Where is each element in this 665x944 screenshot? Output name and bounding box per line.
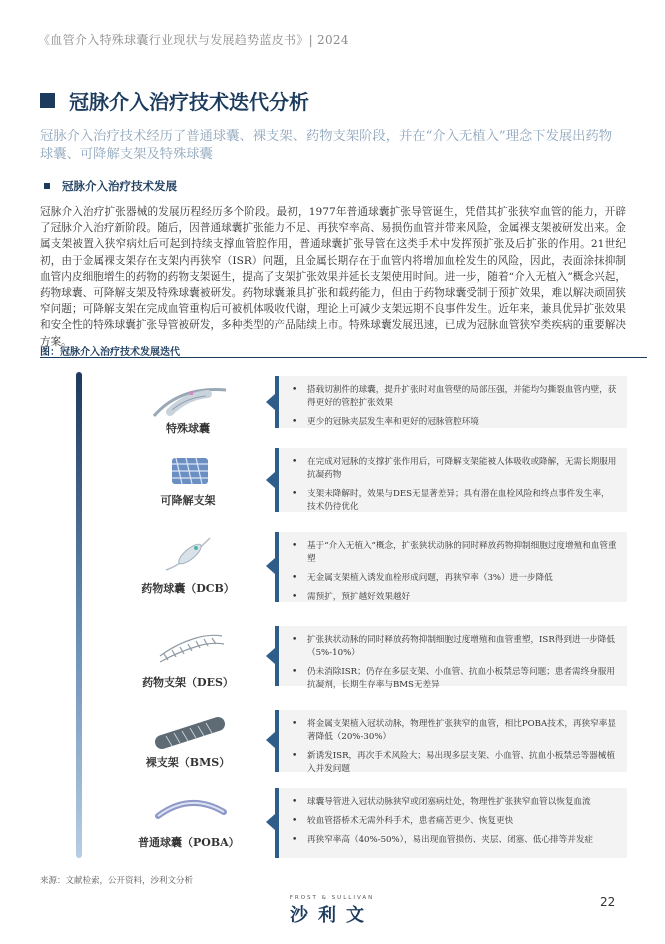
stage-bullet: • 基于“介入无植入”概念，扩张狭状动脉的同时释放药物抑制细胞过度增殖和血管重塑 [307, 540, 617, 566]
stage-card [275, 376, 627, 428]
stage-label: 特殊球囊 [166, 422, 210, 435]
stage-card [275, 532, 627, 602]
subsection-title [44, 178, 177, 194]
section-title-text: 冠脉介入治疗技术迭代分析 [69, 90, 309, 114]
stage-bullet: • 支架未降解时，效果与DES无显著差异；具有潜在血栓风险和终点事件发生率，技术仍待优化 [307, 488, 617, 514]
section-square-icon [40, 93, 55, 108]
stage-bullet: • 较血管搭桥术无需外科手术，患者痛苦更少、恢复更快 [307, 815, 617, 828]
timeline-bar [76, 372, 82, 858]
subsection-square-icon [44, 183, 50, 189]
logo-english: FROST & SULLIVAN [289, 895, 375, 901]
stage-label: 裸支架（BMS） [145, 756, 231, 769]
page-number: 22 [600, 895, 616, 909]
stage-label: 普通球囊（POBA） [138, 836, 240, 849]
stage-card [275, 448, 627, 512]
stage-card [275, 788, 627, 858]
stage-bullet: • 搭载切割件的球囊，提升扩张时对血管壁的局部压强，并能均匀撕裂血管内壁，获得更好的管腔扩张效果 [307, 384, 617, 410]
stage-bullet: • 再狭窄率高（40%-50%），易出现血管损伤、夹层、闭塞、低心排等并发症 [307, 834, 617, 847]
stage-label: 药物球囊（DCB） [141, 582, 235, 595]
source-note: 来源：文献检索，公开资料，沙利文分析 [40, 876, 194, 886]
section-title [40, 86, 309, 115]
logo-chinese: 沙利文 [290, 905, 374, 926]
figure-title: 图：冠脉介入治疗技术发展迭代 [40, 343, 647, 358]
stage-label: 药物支架（DES） [142, 676, 234, 689]
stage-bullet: • 仍未消除ISR；仍存在多层支架、小血管、抗血小板禁忌等问题；患者需终身服用抗凝剂，长期生存率与BMS无差异 [307, 666, 617, 692]
body-paragraph: 冠脉介入治疗扩张器械的发展历程经历多个阶段。最初，1977年普通球囊扩张导管诞生，凭借其扩张狭窄血管的能力，开辟了冠脉介入治疗新阶段。随后，因普通球囊扩张能力不足、再狭窄率高、易损伤血管并带来风险，金属裸支架被研发出来。金属支架被置入狭窄病灶后可起到持续支撑血管腔作用，普通球囊扩张导管在这类手术中发挥预扩张及后扩张的作用。21世纪初，由于金属裸支架存在支架内再狭窄（ISR）问题，且金属长期存在于血管内将增加血栓发生的风险，因此，表面涂抹抑制血管内皮细胞增生的药物的药物支架诞生，提高了支架扩张效果并延长支架使用时间。进一步，随着“介入无植入”概念兴起，药物球囊、可降解支架及特殊球囊被研发。药物球囊兼具扩张和载药能力，但由于药物球囊受制于预扩效果，难以解决顽固狭窄问题；可降解支架在完成血管重构后可被机体吸收代谢，理论上可减少支架远期不良事件发生。近年来，兼具优异扩张效果和安全性的特殊球囊扩张导管被研发，多种类型的产品陆续上市。特殊球囊发展迅速，已成为冠脉血管狭窄类疾病的重要解决方案。 [40, 206, 626, 348]
plain-balloon-icon [150, 790, 230, 830]
bioresorbable-scaffold-icon [150, 452, 230, 492]
stage-bullet: • 更少的冠脉夹层发生率和更好的冠脉管腔环境 [307, 416, 617, 429]
stage-bullet: • 扩张狭状动脉的同时释放药物抑制细胞过度增殖和血管重塑，ISR得到进一步降低（5%-10%） [307, 634, 617, 660]
frost-sullivan-logo [272, 895, 392, 927]
bare-metal-stent-icon [150, 712, 230, 752]
stage-card [275, 626, 627, 690]
drug-coated-balloon-icon [150, 534, 230, 574]
stage-bullet: • 将金属支架植入冠状动脉，物理性扩张狭窄的血管，相比POBA技术，再狭窄率显著降低（20%-30%） [307, 718, 617, 744]
stage-card [275, 710, 627, 772]
stage-bullet: • 无金属支架植入诱发血栓形成问题，再狭窄率（3%）进一步降低 [307, 572, 617, 585]
special-balloon-icon [150, 382, 230, 422]
report-header: 《血管介入特殊球囊行业现状与发展趋势蓝皮书》| 2024 [38, 33, 349, 47]
stage-bullet: • 新诱发ISR，再次手术风险大；易出现多层支架、小血管、抗血小板禁忌等器械植入并发问题 [307, 750, 617, 776]
drug-eluting-stent-icon [150, 626, 230, 666]
intro-text: 冠脉介入治疗技术经历了普通球囊、裸支架、药物支架阶段，并在“介入无植入”理念下发展出药物球囊、可降解支架及特殊球囊 [40, 129, 613, 162]
subsection-title-text: 冠脉介入治疗技术发展 [62, 179, 177, 193]
stage-label: 可降解支架 [160, 494, 216, 507]
stage-bullet: • 在完成对冠脉的支撑扩张作用后，可降解支架能被人体吸收或降解，无需长期服用抗凝药物 [307, 456, 617, 482]
stage-bullet: • 需预扩，预扩越好效果越好 [307, 591, 617, 604]
stage-bullet: • 球囊导管进入冠状动脉狭窄或闭塞病灶处，物理性扩张狭窄血管以恢复血流 [307, 796, 617, 809]
